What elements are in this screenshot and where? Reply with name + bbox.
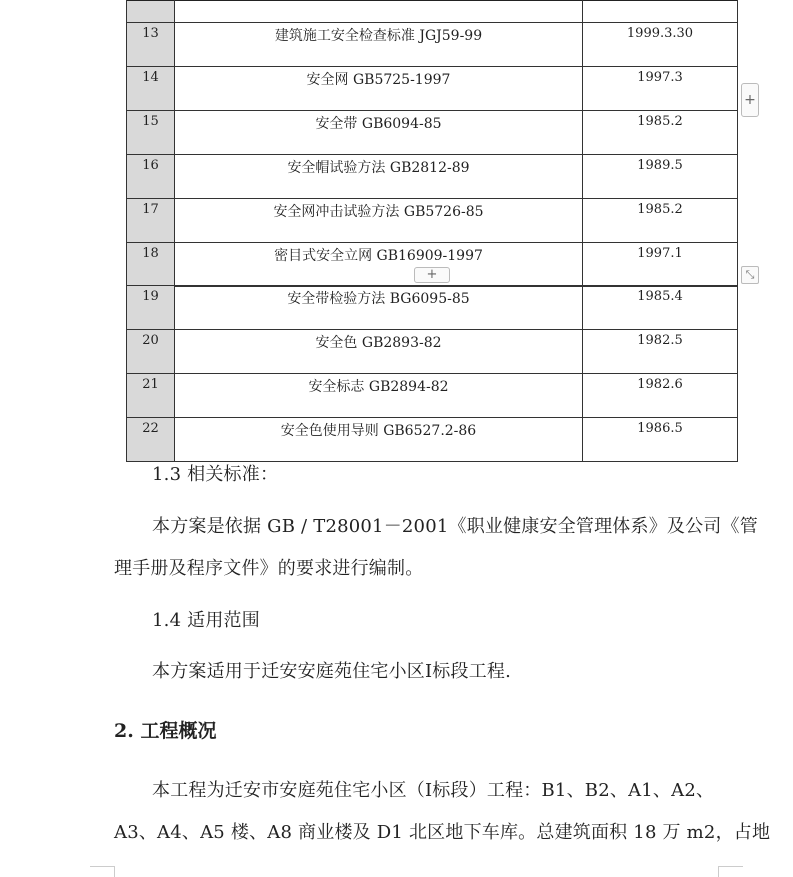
standard-date[interactable]: 1982.5 bbox=[583, 330, 738, 374]
row-number[interactable]: 20 bbox=[127, 330, 175, 374]
table-row bbox=[127, 286, 738, 330]
page-corner-mark bbox=[90, 866, 115, 877]
row-number[interactable]: 15 bbox=[127, 111, 175, 155]
row-number[interactable]: 13 bbox=[127, 23, 175, 67]
add-row-button[interactable]: + bbox=[414, 267, 450, 283]
standard-date[interactable]: 1997.3 bbox=[583, 67, 738, 111]
table-row bbox=[127, 418, 738, 462]
standard-name[interactable]: 建筑施工安全检查标准 JGJ59-99 bbox=[175, 23, 583, 67]
standard-name[interactable]: 安全标志 GB2894-82 bbox=[175, 374, 583, 418]
row-number[interactable]: 16 bbox=[127, 155, 175, 199]
table-row bbox=[127, 1, 738, 23]
standard-name[interactable]: 安全帽试验方法 GB2812-89 bbox=[175, 155, 583, 199]
paragraph-basis-line-1: 本方案是依据 GB / T28001－2001《职业健康安全管理体系》及公司《管 bbox=[152, 516, 758, 537]
table-row bbox=[127, 111, 738, 155]
standard-date[interactable]: 1985.4 bbox=[583, 286, 738, 330]
paragraph-overview-line-1: 本工程为迁安市安庭苑住宅小区（Ⅰ标段）工程：B1、B2、A1、A2、 bbox=[152, 780, 715, 801]
standards-table-top bbox=[126, 0, 738, 287]
row-number[interactable]: 21 bbox=[127, 374, 175, 418]
row-number[interactable]: 18 bbox=[127, 243, 175, 287]
standard-date[interactable]: 1982.6 bbox=[583, 374, 738, 418]
paragraph-scope: 本方案适用于迁安安庭苑住宅小区Ⅰ标段工程. bbox=[152, 661, 512, 682]
standard-name[interactable]: 密目式安全立网 GB16909-1997 bbox=[175, 243, 583, 287]
standard-name[interactable]: 安全色 GB2893-82 bbox=[175, 330, 583, 374]
paragraph-basis-line-2: 理手册及程序文件》的要求进行编制。 bbox=[114, 558, 424, 579]
table-cell[interactable] bbox=[127, 1, 175, 23]
standard-name[interactable]: 安全色使用导则 GB6527.2-86 bbox=[175, 418, 583, 462]
standard-date[interactable]: 1985.2 bbox=[583, 199, 738, 243]
standard-date[interactable]: 1989.5 bbox=[583, 155, 738, 199]
row-number[interactable]: 17 bbox=[127, 199, 175, 243]
row-number[interactable]: 22 bbox=[127, 418, 175, 462]
section-1-3-heading: 1.3 相关标准： bbox=[152, 464, 279, 485]
paragraph-overview-line-2: A3、A4、A5 楼、A8 商业楼及 D1 北区地下车库。总建筑面积 18 万 m2，占地 bbox=[114, 822, 771, 843]
table-cell[interactable] bbox=[175, 1, 583, 23]
section-1-4-heading: 1.4 适用范围 bbox=[152, 610, 260, 631]
table-row bbox=[127, 199, 738, 243]
standard-date[interactable]: 1997.1 bbox=[583, 243, 738, 287]
table-resize-handle[interactable]: ⤡ bbox=[741, 266, 759, 284]
standard-date[interactable]: 1999.3.30 bbox=[583, 23, 738, 67]
section-2-heading: 2. 工程概况 bbox=[114, 720, 217, 742]
table-row bbox=[127, 330, 738, 374]
standard-name[interactable]: 安全带检验方法 BG6095-85 bbox=[175, 286, 583, 330]
standard-name[interactable]: 安全网 GB5725-1997 bbox=[175, 67, 583, 111]
table-row bbox=[127, 67, 738, 111]
row-number[interactable]: 14 bbox=[127, 67, 175, 111]
standard-name[interactable]: 安全网冲击试验方法 GB5726-85 bbox=[175, 199, 583, 243]
table-row bbox=[127, 374, 738, 418]
table-row bbox=[127, 23, 738, 67]
add-column-button[interactable]: + bbox=[741, 83, 759, 117]
standard-date[interactable]: 1985.2 bbox=[583, 111, 738, 155]
table-cell[interactable] bbox=[583, 1, 738, 23]
table-row bbox=[127, 155, 738, 199]
standards-table-bottom bbox=[126, 285, 738, 462]
row-number[interactable]: 19 bbox=[127, 286, 175, 330]
standard-name[interactable]: 安全带 GB6094-85 bbox=[175, 111, 583, 155]
page-corner-mark bbox=[718, 866, 743, 877]
standard-date[interactable]: 1986.5 bbox=[583, 418, 738, 462]
